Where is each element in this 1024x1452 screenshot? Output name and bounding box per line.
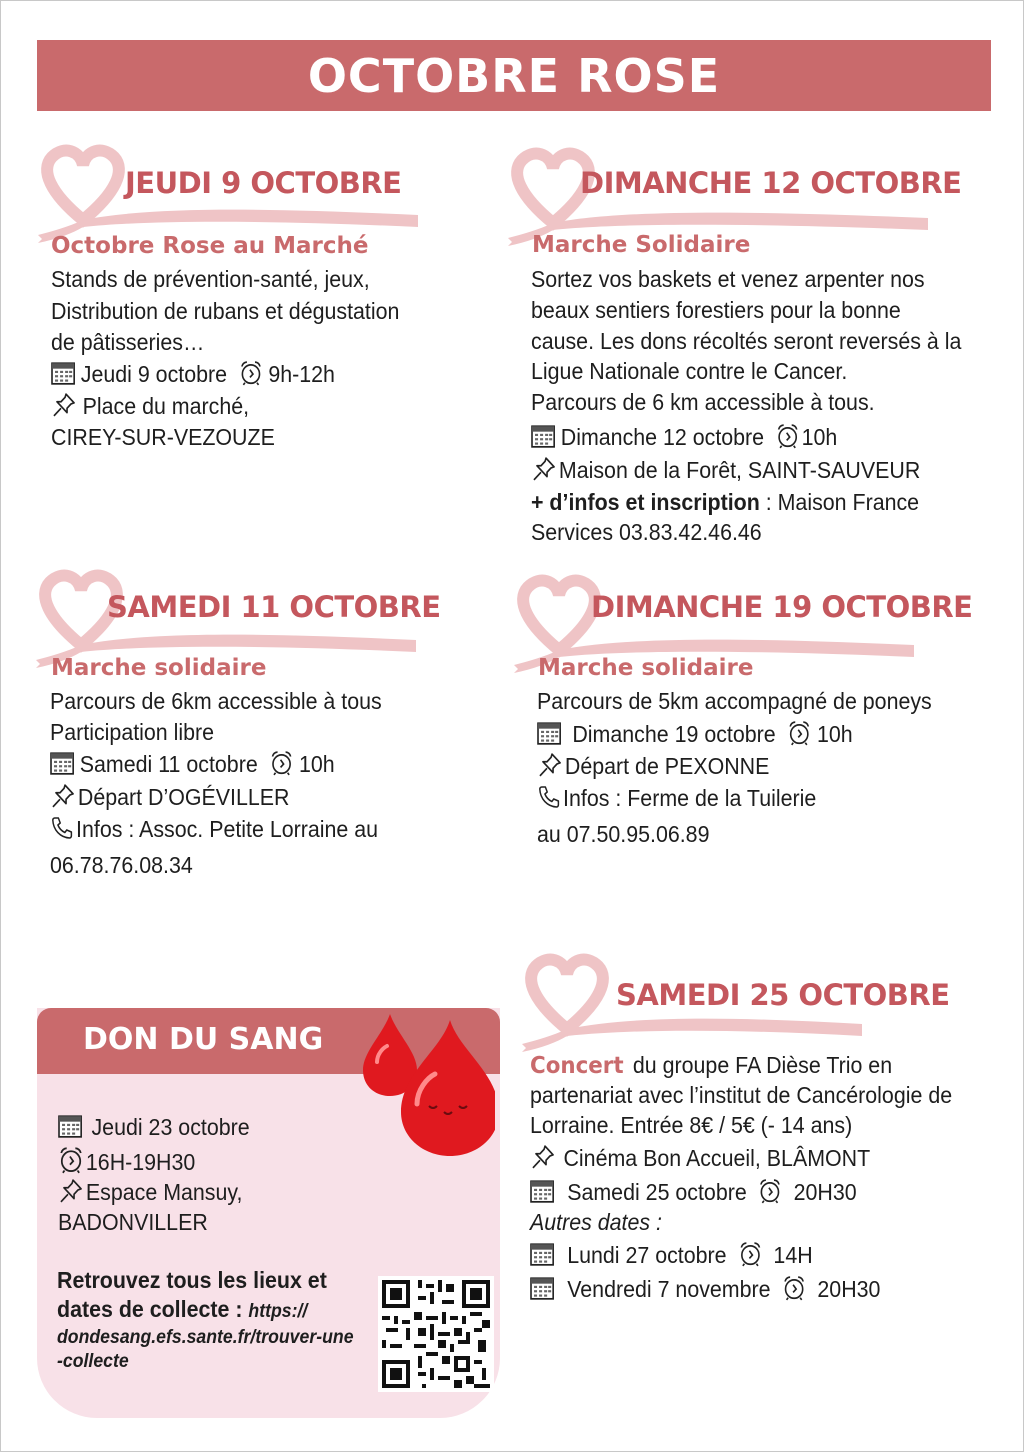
calendar-icon [530,1241,554,1267]
event-title: Marche solidaire [538,655,754,681]
event-description: cause. Les dons récoltés seront reversés à la [531,328,962,354]
other-dates-label: Autres dates : [530,1209,662,1235]
qr-code-icon[interactable] [378,1276,494,1392]
calendar-icon [50,750,74,776]
event-description: Parcours de 6 km accessible à tous. [531,389,875,415]
event-date-row [530,1177,857,1208]
event-time: 10h [299,751,335,777]
event-info: : Maison France [759,489,920,515]
event-info-label: + d’infos et inscription [531,489,760,515]
don-time: 16H-19H30 [85,1149,196,1175]
event-place-row [50,782,290,813]
event-place-row [530,1143,870,1174]
event-info: Infos : Ferme de la Tuilerie [563,785,817,811]
event-date-row [530,1240,813,1271]
event-description: de pâtisseries… [51,329,205,355]
don-find-text: Retrouvez tous les lieux et [57,1267,327,1293]
event-place: CIREY-SUR-VEZOUZE [51,424,275,450]
calendar-icon [537,720,561,746]
event-day: Dimanche 12 octobre [560,424,765,450]
don-date-row [58,1112,250,1143]
pushpin-icon [531,456,557,482]
event-time: 9h-12h [268,361,335,387]
alarm-clock-icon [738,1241,762,1267]
event-info-row [531,487,919,518]
event-time: 10h [816,721,853,747]
calendar-icon [58,1113,82,1139]
pushpin-icon [537,752,563,778]
event-date-heading: DIMANCHE 19 OCTOBRE [591,590,973,624]
don-time-row [58,1146,195,1178]
event-place: Départ de PEXONNE [564,753,770,779]
event-day: Samedi 25 octobre [567,1179,747,1205]
calendar-icon [51,360,75,386]
event-day: Lundi 27 octobre [567,1242,727,1268]
event-info: 06.78.76.08.34 [50,852,193,878]
phone-icon [537,784,561,810]
event-info: au 07.50.95.06.89 [537,821,710,847]
pushpin-icon [58,1178,84,1204]
event-title: Concert [530,1053,624,1079]
event-date-row [50,749,335,780]
alarm-clock-icon [269,750,293,776]
calendar-icon [530,1178,554,1204]
event-description: Distribution de rubans et dégustation [51,298,400,324]
event-time: 20H30 [817,1276,881,1302]
don-url[interactable]: https:// [248,1301,308,1322]
event-description: partenariat avec l’institut de Cancérologie de [530,1082,953,1108]
event-time: 14H [773,1242,813,1268]
event-day: Dimanche 19 octobre [572,721,776,747]
phone-icon [50,815,74,841]
event-description: Lorraine. Entrée 8€ / 5€ (- 14 ans) [530,1112,853,1138]
event-description-row [530,1050,892,1082]
event-title: Octobre Rose au Marché [51,233,369,259]
alarm-clock-icon [58,1146,84,1174]
don-place: Espace Mansuy, [85,1179,243,1205]
event-date-heading: SAMEDI 25 OCTOBRE [616,978,950,1012]
event-description: Ligue Nationale contre le Cancer. [531,358,848,384]
event-title: Marche solidaire [51,655,267,681]
event-place: Cinéma Bon Accueil, BLÂMONT [563,1145,871,1171]
event-info-row [50,814,378,845]
event-place: Place du marché, [82,393,250,419]
event-date-heading: SAMEDI 11 OCTOBRE [107,590,441,624]
event-description: du groupe FA Dièse Trio en [632,1052,893,1078]
event-place-row [537,751,769,782]
don-day: Jeudi 23 octobre [91,1114,250,1140]
event-place: Maison de la Forêt, SAINT-SAUVEUR [558,457,921,483]
don-place: BADONVILLER [58,1209,208,1235]
alarm-clock-icon [758,1178,782,1204]
don-find-text: dates de collecte : [57,1296,249,1322]
event-date-row [51,359,335,390]
event-description: Parcours de 6km accessible à tous [50,688,382,714]
alarm-clock-icon [782,1275,806,1301]
event-date-row [530,1274,880,1305]
don-du-sang-title: DON DU SANG [83,1022,324,1057]
blood-drop-icon [355,1012,495,1162]
event-description: Sortez vos baskets et venez arpenter nos [531,266,925,292]
event-date-row [537,719,853,750]
alarm-clock-icon [787,720,811,746]
event-description: Parcours de 5km accompagné de poneys [537,688,932,714]
event-day: Samedi 11 octobre [79,751,258,777]
page-title: OCTOBRE ROSE [307,48,721,103]
pushpin-icon [530,1144,556,1170]
don-url[interactable]: -collecte [57,1351,129,1372]
event-description: beaux sentiers forestiers pour la bonne [531,297,901,323]
event-info: Infos : Assoc. Petite Lorraine au [76,816,379,842]
event-time: 10h [801,424,838,450]
event-place-row [531,455,920,486]
event-time: 20H30 [793,1179,857,1205]
don-url[interactable]: dondesang.efs.sante.fr/trouver-une [57,1327,354,1348]
title-banner [37,40,991,111]
event-description: Stands de prévention-santé, jeux, [51,266,370,292]
event-date-row [531,422,837,453]
don-place-row [58,1177,242,1208]
event-description: Participation libre [50,719,215,745]
event-place: Départ D’OGÉVILLER [77,784,290,810]
event-date-heading: DIMANCHE 12 OCTOBRE [580,166,962,200]
event-info-row [537,783,816,814]
event-title: Marche Solidaire [532,232,751,258]
event-place-row [51,391,249,422]
event-date-heading: JEUDI 9 OCTOBRE [125,166,402,200]
calendar-icon [531,423,555,449]
alarm-clock-icon [776,423,800,449]
pushpin-icon [50,783,76,809]
event-info: Services 03.83.42.46.46 [531,519,762,545]
calendar-icon [530,1275,554,1301]
pushpin-icon [51,392,77,418]
event-day: Jeudi 9 octobre [80,361,228,387]
event-day: Vendredi 7 novembre [567,1276,771,1302]
alarm-clock-icon [239,360,263,386]
